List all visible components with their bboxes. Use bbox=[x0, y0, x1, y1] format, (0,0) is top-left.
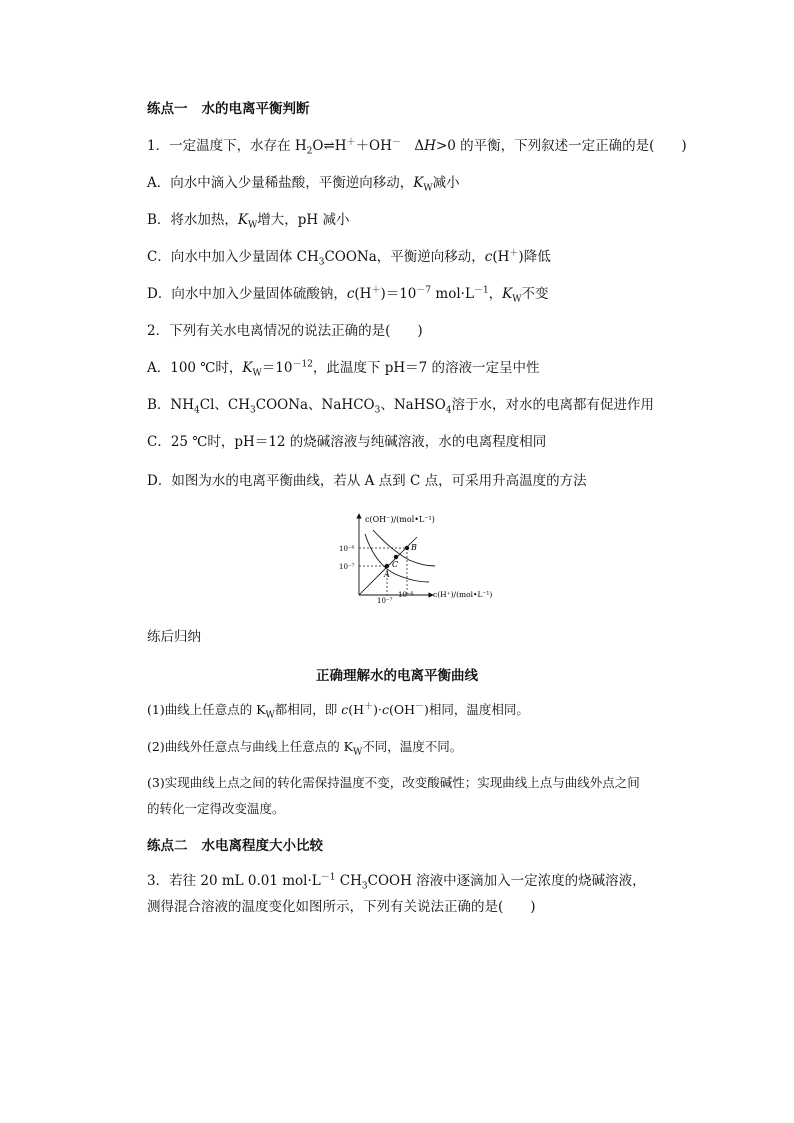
superscript: ＋ bbox=[509, 248, 519, 259]
note-text: c bbox=[341, 702, 349, 717]
section-title: 水电离程度大小比较 bbox=[201, 838, 323, 854]
subscript: 3 bbox=[250, 405, 256, 416]
option-text: (H bbox=[354, 286, 372, 302]
note-text: c bbox=[381, 702, 389, 717]
q1-text: ＋OH bbox=[355, 138, 392, 154]
note-text: 都相同，即 bbox=[274, 702, 342, 717]
superscript: ＋ bbox=[364, 701, 374, 712]
option-text: C．向水中加入少量固体 CH bbox=[147, 249, 319, 265]
subscript: 4 bbox=[194, 405, 200, 416]
note-text: (OH bbox=[388, 702, 415, 717]
option-text: A．100 ℃时， bbox=[147, 360, 243, 376]
q1-text: Δ bbox=[400, 138, 425, 154]
kw-symbol: K bbox=[413, 175, 424, 191]
question-1-option-d bbox=[147, 284, 549, 304]
q1-text: H bbox=[424, 138, 436, 154]
superscript: －1 bbox=[473, 285, 489, 296]
q1-text: O⇌H bbox=[312, 138, 347, 154]
section-label: 练点一 bbox=[147, 101, 188, 117]
option-text: 增大，pH 减小 bbox=[257, 212, 350, 228]
section-title: 水的电离平衡判断 bbox=[201, 101, 310, 117]
section-heading-2 bbox=[147, 836, 323, 856]
option-text: Cl、CH bbox=[199, 397, 250, 413]
point-a-marker bbox=[385, 564, 389, 568]
superscript: － bbox=[415, 701, 425, 712]
kw-symbol: K bbox=[502, 286, 513, 302]
x-axis-label: c(H⁺)/(mol•L⁻¹) bbox=[433, 590, 493, 599]
subscript: W bbox=[252, 368, 262, 379]
ionization-curve-figure bbox=[335, 508, 495, 608]
option-text: c bbox=[484, 249, 493, 265]
subscript: 4 bbox=[445, 405, 452, 416]
point-b-marker bbox=[405, 546, 409, 550]
option-text: COONa、NaHCO bbox=[255, 397, 375, 413]
section-label: 练点二 bbox=[147, 838, 188, 854]
subscript: 2 bbox=[306, 146, 313, 157]
option-text: mol·L bbox=[431, 286, 474, 302]
option-text: A．向水中滴入少量稀盐酸，平衡逆向移动， bbox=[147, 175, 414, 191]
subscript: W bbox=[512, 294, 522, 305]
option-text: 、NaHSO bbox=[380, 397, 446, 413]
option-text: 溶于水，对水的电离都有促进作用 bbox=[451, 397, 655, 413]
question-2-stem: 2．下列有关水电离情况的说法正确的是( ) bbox=[147, 323, 423, 339]
summary-note-3: (3)实现曲线上点之间的转化需保持温度不变，改变酸碱性；实现曲线上点与曲线外点之间的转化一定得改变温度。 bbox=[147, 775, 640, 816]
x-tick-high: 10⁻⁶ bbox=[398, 591, 414, 599]
kw-symbol: K bbox=[237, 212, 249, 228]
y-axis-label: c(OH⁻)/(mol•L⁻¹) bbox=[365, 515, 435, 524]
q3-text: CH bbox=[335, 873, 362, 889]
question-2-option-d: D．如图为水的电离平衡曲线，若从 A 点到 C 点，可采用升高温度的方法 bbox=[147, 473, 587, 489]
option-text: ，此温度下 pH＝7 的溶液一定呈中性 bbox=[312, 360, 540, 376]
note-text: )相同，温度相同。 bbox=[424, 702, 529, 717]
subscript: W bbox=[265, 710, 275, 721]
option-text: )降低 bbox=[518, 249, 551, 265]
y-tick-high: 10⁻⁶ bbox=[339, 545, 355, 553]
question-1-option-a bbox=[147, 173, 460, 193]
superscript: －1 bbox=[320, 872, 336, 883]
kw-symbol: K bbox=[242, 360, 253, 376]
point-a-label: A bbox=[384, 570, 390, 579]
subscript: W bbox=[248, 220, 258, 231]
option-text: ＝10 bbox=[261, 360, 293, 376]
option-text: D．向水中加入少量固体硫酸钠， bbox=[147, 286, 347, 302]
q1-text: >0 的平衡，下列叙述一定正确的是( ) bbox=[435, 138, 687, 154]
question-3-stem bbox=[147, 868, 647, 920]
option-text: )＝10 bbox=[380, 286, 417, 302]
option-text: B．NH bbox=[147, 397, 195, 413]
q3-text: 3．若往 20 mL 0.01 mol·L bbox=[147, 873, 321, 889]
option-text: ， bbox=[488, 286, 503, 302]
y-tick-low: 10⁻⁷ bbox=[339, 563, 355, 571]
note-text: (1)曲线上任意点的 K bbox=[147, 702, 266, 717]
note-text: )· bbox=[373, 702, 382, 717]
superscript: ＋ bbox=[346, 137, 356, 148]
question-1-option-c bbox=[147, 247, 551, 267]
question-1-stem bbox=[147, 136, 687, 156]
question-2-option-c: C．25 ℃时，pH＝12 的烧碱溶液与纯碱溶液，水的电离程度相同 bbox=[147, 434, 547, 450]
superscript: －7 bbox=[416, 285, 432, 296]
point-c-marker bbox=[394, 555, 398, 559]
note-text: 不同，温度不同。 bbox=[362, 739, 463, 754]
option-text: 不变 bbox=[521, 286, 549, 302]
option-text: COONa，平衡逆向移动， bbox=[324, 249, 485, 265]
q1-text: 1．一定温度下，水存在 H bbox=[147, 138, 307, 154]
subscript: W bbox=[423, 183, 433, 194]
point-b-label: B bbox=[411, 543, 417, 552]
subscript: 3 bbox=[361, 881, 368, 892]
option-text: B．将水加热， bbox=[147, 212, 238, 228]
note-text: (H bbox=[348, 702, 365, 717]
summary-title: 正确理解水的电离平衡曲线 bbox=[316, 668, 478, 684]
subscript: 3 bbox=[318, 257, 325, 268]
superscript: ＋ bbox=[371, 285, 381, 296]
note-text: (2)曲线外任意点与曲线上任意点的 K bbox=[147, 739, 354, 754]
superscript: －12 bbox=[292, 359, 313, 370]
option-text: 减小 bbox=[432, 175, 460, 191]
summary-note-1 bbox=[147, 700, 529, 720]
subscript: 3 bbox=[374, 405, 381, 416]
question-1-option-b bbox=[147, 210, 350, 230]
question-2-option-b bbox=[147, 395, 654, 415]
point-c-label: C bbox=[392, 560, 399, 569]
summary-note-2 bbox=[147, 737, 462, 757]
superscript: － bbox=[391, 137, 401, 148]
q3-text: COOH 溶液中逐滴加入一定浓度的烧碱溶液，测得混合溶液的温度变化如图所示，下列有关说法正确的是( ) bbox=[147, 873, 646, 915]
subscript: W bbox=[353, 747, 363, 758]
option-text: c bbox=[346, 286, 355, 302]
summary-label: 练后归纳 bbox=[147, 629, 201, 645]
section-heading-1 bbox=[147, 99, 310, 119]
question-2-option-a bbox=[147, 358, 540, 378]
option-text: (H bbox=[492, 249, 510, 265]
x-tick-low: 10⁻⁷ bbox=[377, 597, 393, 605]
